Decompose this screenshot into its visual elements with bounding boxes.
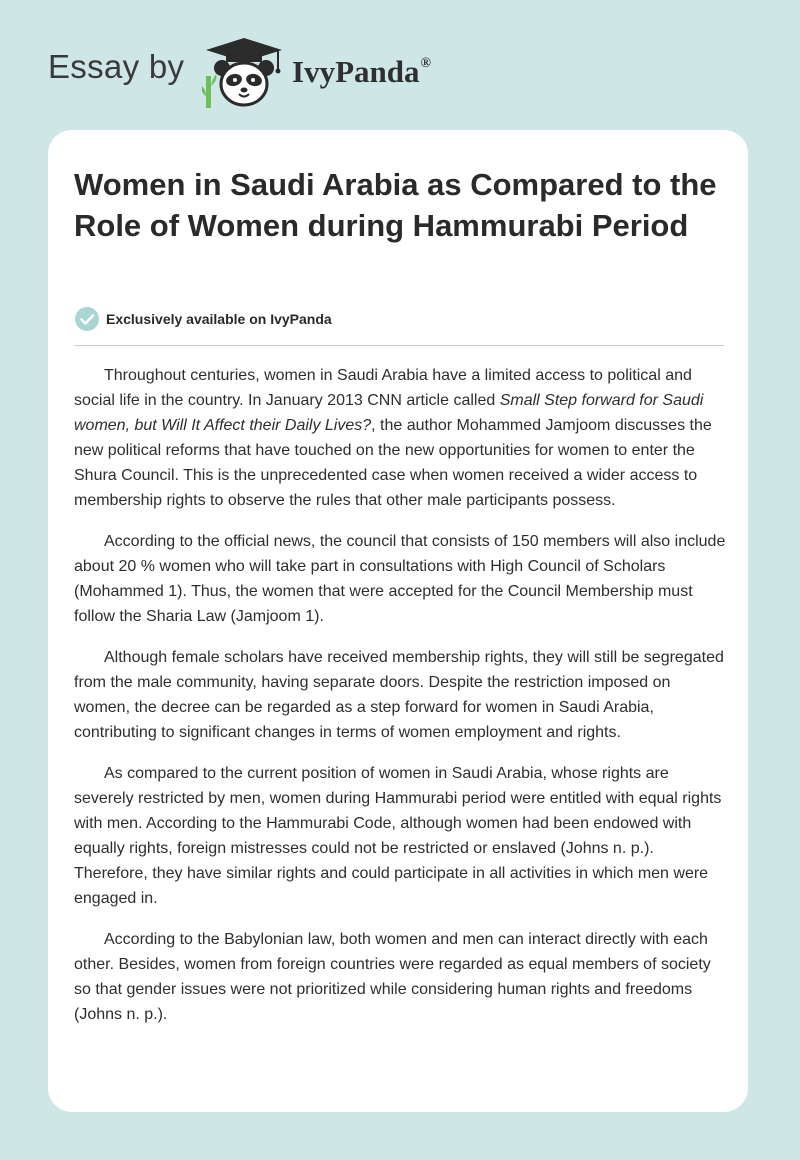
paragraph-4: As compared to the current position of women in Saudi Arabia, whose rights are severely restricted by men, women during Hammurabi period were entitled with equal rights with men. According to the Hammurabi Code, although women had been endowed with equally rights, foreign mistresses could not be restricted or enslaved (Johns n. p.). Therefore, they have similar rights and could participate in all activities in which men were engaged in.	[74, 765, 722, 907]
paragraph-1	[74, 363, 726, 513]
essay-card	[48, 130, 748, 1112]
brand-label: IvyPanda	[292, 54, 420, 89]
paragraph-5: According to the Babylonian law, both women and men can interact directly with each other. Besides, women from foreign countries were regarded as equal members of society so that gender issues were not prioritized while considering human rights and freedoms (Johns n. p.).	[74, 931, 711, 1023]
essay-body	[74, 363, 726, 1043]
paragraph-1-text-before: Throughout centuries, women in Saudi Arabia have a limited access to political and social life in the country. In January 2013 CNN article called	[74, 367, 692, 409]
exclusive-label: Exclusively available on IvyPanda	[106, 311, 332, 327]
paragraph-1-text-after: , the author Mohammed Jamjoom discusses the new political reforms that have touched on the new opportunities for women to enter the Shura Council. This is the unprecedented case when women received a wider access to membership rights to observe the rules that other male participants possess.	[74, 417, 712, 509]
check-circle-icon	[74, 306, 100, 332]
panda-graduate-icon[interactable]	[202, 36, 286, 112]
paragraph-3: Although female scholars have received membership rights, they will still be segregated from the male community, having separate doors. Despite the restriction imposed on women, the decree can be regarded as a step forward for women in Saudi Arabia, contributing to significant changes in terms of women employment and rights.	[74, 649, 724, 741]
registered-mark: ®	[420, 56, 431, 71]
essay-by-label: Essay by	[48, 48, 185, 85]
paragraph-2: According to the official news, the council that consists of 150 members will also include about 20 % women who will take part in consultations with High Council of Scholars (Mohammed 1). Thus, the women that were accepted for the Council Membership must follow the Sharia Law (Jamjoom 1).	[74, 533, 726, 625]
divider	[74, 345, 724, 346]
exclusive-badge	[74, 306, 332, 332]
brand-name[interactable]	[292, 54, 431, 90]
essay-title: Women in Saudi Arabia as Compared to the Role of Women during Hammurabi Period	[74, 167, 717, 243]
article-title-citation: Small Step forward for Saudi women, but Will It Affect their Daily Lives?	[74, 392, 704, 434]
site-header	[0, 0, 800, 130]
